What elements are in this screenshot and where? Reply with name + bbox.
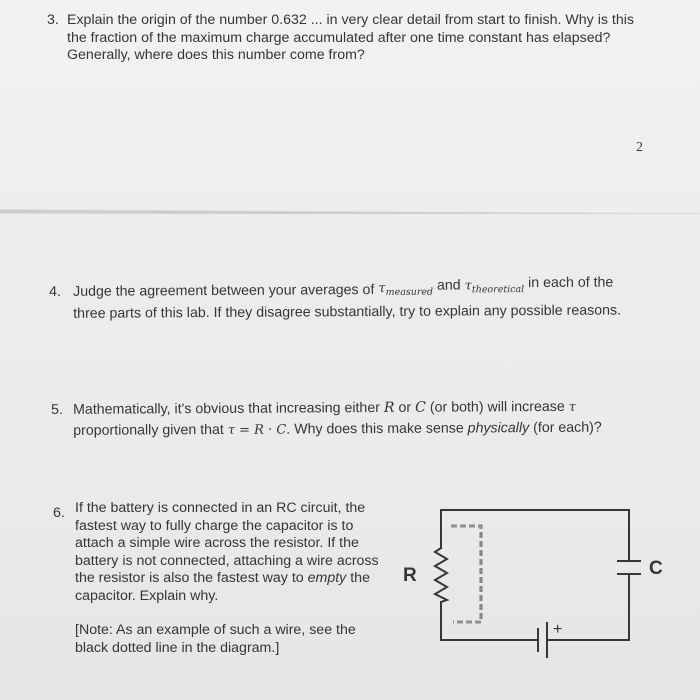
tau-symbol: τ xyxy=(464,278,472,294)
resistor-zigzag xyxy=(435,548,447,602)
question-4 xyxy=(49,274,659,322)
question-5-text-b: (or both) will increase xyxy=(429,398,565,416)
question-4-number: 4. xyxy=(49,283,61,300)
empty-emphasis: empty xyxy=(307,570,347,586)
question-3-line-1: Explain the origin of the number 0.632 ... in very clear detail from start to finish. Why is this xyxy=(67,12,634,28)
question-6 xyxy=(53,500,393,660)
resistor-label: R xyxy=(403,565,417,586)
page-number: 2 xyxy=(636,140,643,155)
battery-symbol xyxy=(538,622,547,658)
rc-circuit-diagram xyxy=(395,500,685,690)
note-line-1: [Note: As an example of such a wire, see the xyxy=(75,622,356,638)
physically-emphasis: physically xyxy=(467,419,530,436)
question-3-line-2: the fraction of the maximum charge accumulated after one time constant has elapsed? xyxy=(67,29,611,46)
question-6-line-4: battery is not connected, attaching a wire across xyxy=(75,552,379,569)
question-4-and: and xyxy=(436,277,461,294)
question-6-line-6: capacitor. Explain why. xyxy=(75,587,219,604)
tau-symbol: τ xyxy=(568,399,576,415)
question-5-text-d: . Why does this make sense xyxy=(286,419,464,438)
time-constant-formula: τ = R · C xyxy=(227,422,287,438)
question-6-line-1: If the battery is connected in an RC circuit, the xyxy=(75,500,366,516)
battery-plus-label: + xyxy=(553,621,563,638)
question-6-line-2: fastest way to fully charge the capacitor is to xyxy=(75,517,354,534)
question-5-text-c: proportionally given that xyxy=(73,421,224,439)
question-6-number: 6. xyxy=(53,505,65,521)
question-6-line-5 xyxy=(75,570,388,588)
question-4-text-a: Judge the agreement between your averages of xyxy=(73,282,375,300)
theoretical-subscript: theoretical xyxy=(471,284,525,296)
variable-r: R xyxy=(383,399,395,416)
tau-theoretical xyxy=(464,278,525,296)
note-line-2: black dotted line in the diagram.] xyxy=(75,639,280,656)
measured-subscript: measured xyxy=(385,286,434,298)
question-6-line-3: attach a simple wire across the resistor. If the xyxy=(75,535,359,551)
tau-measured xyxy=(378,281,433,296)
tau-symbol: τ xyxy=(378,280,386,296)
dotted-bypass-wire xyxy=(451,526,481,622)
variable-c: C xyxy=(415,399,427,416)
question-5 xyxy=(51,392,661,439)
question-5-line-2 xyxy=(73,419,663,440)
question-6-text-b: the xyxy=(350,570,370,586)
question-5-text-e: (for each)? xyxy=(533,419,602,436)
question-5-number: 5. xyxy=(51,401,63,418)
question-3 xyxy=(47,12,657,68)
capacitor-label: C xyxy=(649,558,663,579)
question-4-line-2: three parts of this lab. If they disagree substantially, try to explain any possible reasons. xyxy=(73,302,622,322)
question-5-or: or xyxy=(398,399,412,416)
capacitor-symbol xyxy=(617,561,641,574)
question-4-line-1 xyxy=(73,274,663,299)
question-4-text-b: in each of the xyxy=(528,274,614,292)
question-3-line-3: Generally, where does this number come from? xyxy=(67,47,365,63)
question-6-text-a: the resistor is also the fastest way to xyxy=(75,570,304,586)
question-5-line-1 xyxy=(73,398,663,419)
question-5-text-a: Mathematically, it's obvious that increasing either xyxy=(73,399,380,418)
question-3-number: 3. xyxy=(47,12,59,28)
